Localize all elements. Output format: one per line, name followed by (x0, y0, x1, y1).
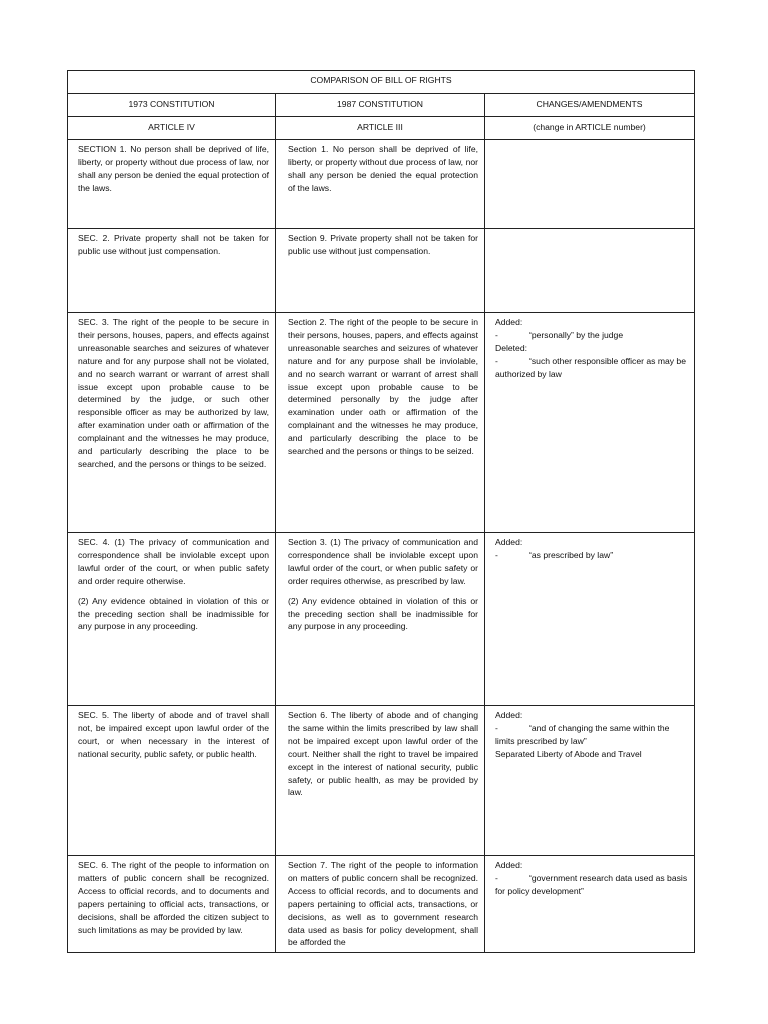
cell-1973-text (68, 533, 276, 706)
change-text: “and of changing the same within the limits prescribed by law” (495, 722, 670, 746)
bullet-mark: - (495, 872, 498, 883)
cell-1973-text (68, 140, 276, 229)
cell-1987-text (276, 313, 485, 533)
change-text: “such other responsible officer as may be authorized by law (495, 355, 686, 379)
change-text: “as prescribed by law” (529, 549, 614, 560)
table-subheader-row (68, 117, 695, 140)
section-paragraph: Section 6. The liberty of abode and of changing the same within the limits prescribed by law shall not be impaired except upon lawful order of the court. Neither shall the right to travel be impaired except in the interest of national security, public safety, or public health, as may be provided by law. (288, 710, 478, 798)
change-label: Added: (495, 860, 523, 870)
section-paragraph: SEC. 6. The right of the people to information on matters of public concern shall be recognized. Access to official records, and to documents and papers pertaining to official acts, transactions, or decisions, shall be afforded the citizen subject to such limitations as may be provided by law. (78, 860, 269, 935)
change-label: Added: (495, 537, 523, 547)
subheader-article-iv: ARTICLE IV (68, 117, 276, 140)
cell-1973-text (68, 856, 276, 953)
change-label: Added: (495, 710, 523, 720)
change-text: “government research data used as basis for policy development” (495, 872, 688, 896)
cell-changes (485, 229, 695, 313)
header-changes: CHANGES/AMENDMENTS (485, 94, 695, 117)
cell-1973-text (68, 229, 276, 313)
cell-1973-text (68, 313, 276, 533)
section-paragraph: Section 2. The right of the people to be secure in their persons, houses, papers, and effects against unreasonable searches and seizures of whatever nature and for any purpose shall be inviolable, and no search warrant or warrant of arrest shall issue except upon probable cause to be determined personally by the judge after examination under oath or affirmation of the complainant and the witnesses he may produce, and particularly describing the place to be searched and the persons or things to be seized. (288, 317, 478, 457)
section-paragraph: (2) Any evidence obtained in violation of this or the preceding section shall be inadmissible for any purpose in any proceeding. (78, 595, 269, 632)
change-label: Deleted: (495, 342, 528, 353)
table-row (68, 313, 695, 533)
section-paragraph: SEC. 3. The right of the people to be secure in their persons, houses, papers, and effects against unreasonable searches and seizures of whatever nature and for any purpose shall not be violated, and no search warrant or warrant of arrest shall issue except upon probable cause to be determined by the judge, or such other responsible officer as may be authorized by law, after examination under oath or affirmation of the complainant and the witnesses he may produce, and particularly describing the place to be searched, and the persons or things to be seized. (78, 317, 269, 469)
subheader-change-note: (change in ARTICLE number) (485, 117, 695, 140)
cell-changes (485, 706, 695, 856)
bullet-mark: - (495, 722, 498, 733)
comparison-table (67, 70, 695, 953)
cell-changes (485, 533, 695, 706)
table-row (68, 706, 695, 856)
section-paragraph: Section 3. (1) The privacy of communication and correspondence shall be inviolable except upon lawful order of the court, or when public safety or order requires otherwise, as prescribed by law. (288, 537, 478, 586)
subheader-article-iii: ARTICLE III (276, 117, 485, 140)
change-text: “personally” by the judge (529, 329, 624, 340)
table-row (68, 229, 695, 313)
change-bullet (495, 329, 688, 342)
cell-1987-text (276, 706, 485, 856)
cell-1987-text (276, 229, 485, 313)
change-label: Added: (495, 317, 523, 327)
section-paragraph: SECTION 1. No person shall be deprived of life, liberty, or property without due process of law, nor shall any person be denied the equal protection of the laws. (78, 144, 269, 193)
table-title-row (68, 71, 695, 94)
cell-1987-text (276, 856, 485, 953)
section-paragraph: Section 9. Private property shall not be taken for public use without just compensation. (288, 233, 478, 256)
cell-changes (485, 856, 695, 953)
change-bullet (495, 549, 688, 562)
section-paragraph: Section 1. No person shall be deprived of life, liberty, or property without due process of law, nor shall any person be denied the equal protection of the laws. (288, 144, 478, 193)
cell-1987-text (276, 140, 485, 229)
change-note: Separated Liberty of Abode and Travel (495, 748, 642, 759)
bullet-mark: - (495, 329, 498, 340)
change-bullet (495, 355, 688, 381)
cell-1973-text (68, 706, 276, 856)
header-1987: 1987 CONSTITUTION (276, 94, 485, 117)
section-paragraph: Section 7. The right of the people to information on matters of public concern shall be recognized. Access to official records, and to documents and papers pertaining to official acts, transactions, or decisions, as well as to government research data used as basis for policy development, shall be afforded the (288, 860, 478, 948)
table-row (68, 140, 695, 229)
table-row (68, 533, 695, 706)
section-paragraph: SEC. 5. The liberty of abode and of travel shall not, be impaired except upon lawful order of the court, or when necessary in the interest of national security, public safety, or public health. (78, 710, 269, 759)
section-paragraph: SEC. 2. Private property shall not be taken for public use without just compensation. (78, 233, 269, 256)
cell-changes (485, 313, 695, 533)
cell-1987-text (276, 533, 485, 706)
change-bullet (495, 722, 688, 748)
change-bullet (495, 872, 688, 898)
cell-changes (485, 140, 695, 229)
bullet-mark: - (495, 355, 498, 366)
header-1973: 1973 CONSTITUTION (68, 94, 276, 117)
section-paragraph: SEC. 4. (1) The privacy of communication and correspondence shall be inviolable except upon lawful order of the court, or when public safety and order require otherwise. (78, 537, 269, 586)
section-paragraph: (2) Any evidence obtained in violation of this or the preceding section shall be inadmissible for any purpose in any proceeding. (288, 595, 478, 632)
bullet-mark: - (495, 549, 498, 560)
table-header-row (68, 94, 695, 117)
table-title: COMPARISON OF BILL OF RIGHTS (68, 71, 695, 94)
table-row (68, 856, 695, 953)
